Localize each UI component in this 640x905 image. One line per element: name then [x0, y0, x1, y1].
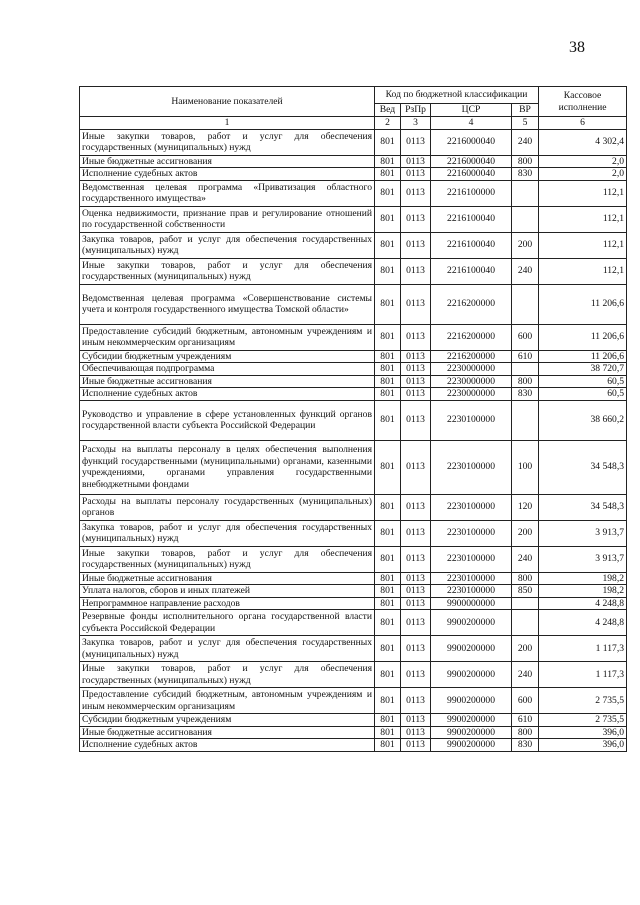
row-sum: 396,0 [539, 726, 627, 739]
header-index: 5 [512, 117, 539, 130]
row-vr: 830 [512, 388, 539, 401]
row-sum: 2 735,5 [539, 714, 627, 727]
row-sum: 112,1 [539, 206, 627, 232]
table-row [80, 350, 627, 363]
row-rzpr: 0113 [401, 168, 431, 181]
row-csr: 2230100000 [431, 546, 512, 572]
row-vr [512, 400, 539, 440]
row-csr: 9900200000 [431, 636, 512, 662]
row-rzpr: 0113 [401, 572, 431, 585]
row-ved: 801 [375, 206, 401, 232]
table-row [80, 440, 627, 494]
row-ved: 801 [375, 494, 401, 520]
row-csr: 9900200000 [431, 739, 512, 752]
row-rzpr: 0113 [401, 284, 431, 324]
header-rzpr: РзПр [401, 104, 431, 117]
row-vr: 240 [512, 258, 539, 284]
row-ved: 801 [375, 363, 401, 376]
table-body [80, 129, 627, 751]
row-ved: 801 [375, 400, 401, 440]
row-name: Иные закупки товаров, работ и услуг для обеспечения государственных (муниципальных) нужд [80, 129, 375, 155]
row-name: Руководство и управление в сфере установленных функций органов государственной власти субъекта Российской Федерации [80, 400, 375, 440]
row-name: Закупка товаров, работ и услуг для обеспечения государственных (муниципальных) нужд [80, 636, 375, 662]
row-csr: 2216100040 [431, 206, 512, 232]
table-row [80, 597, 627, 610]
row-csr: 2230100000 [431, 572, 512, 585]
table-row [80, 572, 627, 585]
row-vr: 120 [512, 494, 539, 520]
row-vr [512, 180, 539, 206]
row-rzpr: 0113 [401, 714, 431, 727]
row-rzpr: 0113 [401, 662, 431, 688]
row-csr: 2216000040 [431, 155, 512, 168]
row-rzpr: 0113 [401, 726, 431, 739]
row-csr: 2230000000 [431, 388, 512, 401]
row-ved: 801 [375, 388, 401, 401]
row-ved: 801 [375, 688, 401, 714]
row-name: Ведомственная целевая программа «Совершенствование системы учета и контроля государственного имущества Томской области» [80, 284, 375, 324]
row-sum: 198,2 [539, 572, 627, 585]
row-csr: 2230000000 [431, 363, 512, 376]
table-row [80, 714, 627, 727]
table-row [80, 546, 627, 572]
header-cash: Кассовое исполнение [539, 87, 627, 117]
row-name: Закупка товаров, работ и услуг для обеспечения государственных (муниципальных) нужд [80, 520, 375, 546]
row-sum: 60,5 [539, 388, 627, 401]
row-name: Уплата налогов, сборов и иных платежей [80, 585, 375, 598]
header-ved: Вед [375, 104, 401, 117]
row-sum: 1 117,3 [539, 662, 627, 688]
budget-table [79, 86, 627, 752]
row-name: Предоставление субсидий бюджетным, автономным учреждениям и иным некоммерческим организациям [80, 324, 375, 350]
row-vr: 610 [512, 714, 539, 727]
table-row [80, 284, 627, 324]
row-ved: 801 [375, 546, 401, 572]
row-vr: 800 [512, 572, 539, 585]
row-sum: 198,2 [539, 585, 627, 598]
row-sum: 60,5 [539, 375, 627, 388]
row-csr: 2230000000 [431, 375, 512, 388]
row-sum: 1 117,3 [539, 636, 627, 662]
row-sum: 112,1 [539, 180, 627, 206]
page-number: 38 [569, 39, 585, 56]
row-name: Резервные фонды исполнительного органа государственной власти субъекта Российской Федерации [80, 610, 375, 636]
row-vr: 850 [512, 585, 539, 598]
row-sum: 4 302,4 [539, 129, 627, 155]
row-sum: 2,0 [539, 155, 627, 168]
table-row [80, 636, 627, 662]
header-index: 6 [539, 117, 627, 130]
table-row [80, 258, 627, 284]
row-csr: 2216200000 [431, 350, 512, 363]
table-row [80, 363, 627, 376]
row-vr: 600 [512, 324, 539, 350]
row-ved: 801 [375, 324, 401, 350]
row-csr: 2216200000 [431, 284, 512, 324]
row-vr: 240 [512, 546, 539, 572]
row-name: Иные закупки товаров, работ и услуг для обеспечения государственных (муниципальных) нужд [80, 546, 375, 572]
row-sum: 11 206,6 [539, 350, 627, 363]
row-rzpr: 0113 [401, 585, 431, 598]
table-row [80, 155, 627, 168]
row-csr: 2216100000 [431, 180, 512, 206]
row-vr: 240 [512, 662, 539, 688]
row-name: Иные бюджетные ассигнования [80, 572, 375, 585]
row-ved: 801 [375, 155, 401, 168]
row-sum: 11 206,6 [539, 324, 627, 350]
row-ved: 801 [375, 258, 401, 284]
row-vr [512, 597, 539, 610]
table-row [80, 232, 627, 258]
table-row [80, 168, 627, 181]
row-sum: 112,1 [539, 258, 627, 284]
row-sum: 4 248,8 [539, 610, 627, 636]
row-vr: 240 [512, 129, 539, 155]
row-name: Расходы на выплаты персоналу государственных (муниципальных) органов [80, 494, 375, 520]
row-rzpr: 0113 [401, 258, 431, 284]
row-csr: 2230100000 [431, 520, 512, 546]
row-rzpr: 0113 [401, 546, 431, 572]
row-rzpr: 0113 [401, 400, 431, 440]
row-sum: 3 913,7 [539, 546, 627, 572]
row-vr: 200 [512, 232, 539, 258]
row-vr: 800 [512, 375, 539, 388]
row-name: Исполнение судебных актов [80, 388, 375, 401]
row-ved: 801 [375, 129, 401, 155]
table-row [80, 688, 627, 714]
row-name: Иные бюджетные ассигнования [80, 726, 375, 739]
row-rzpr: 0113 [401, 324, 431, 350]
row-vr [512, 363, 539, 376]
table-row [80, 520, 627, 546]
row-ved: 801 [375, 440, 401, 494]
row-ved: 801 [375, 585, 401, 598]
row-csr: 2216200000 [431, 324, 512, 350]
row-name: Иные бюджетные ассигнования [80, 375, 375, 388]
row-sum: 11 206,6 [539, 284, 627, 324]
row-csr: 2230100000 [431, 440, 512, 494]
table-row [80, 180, 627, 206]
row-csr: 9900200000 [431, 688, 512, 714]
header-vr: ВР [512, 104, 539, 117]
row-csr: 2216000040 [431, 129, 512, 155]
row-rzpr: 0113 [401, 129, 431, 155]
row-rzpr: 0113 [401, 180, 431, 206]
table-row [80, 494, 627, 520]
row-csr: 2230100000 [431, 400, 512, 440]
row-vr [512, 610, 539, 636]
row-ved: 801 [375, 610, 401, 636]
row-ved: 801 [375, 739, 401, 752]
row-sum: 4 248,8 [539, 597, 627, 610]
row-ved: 801 [375, 180, 401, 206]
row-ved: 801 [375, 284, 401, 324]
row-sum: 34 548,3 [539, 494, 627, 520]
row-csr: 9900200000 [431, 714, 512, 727]
row-csr: 9900200000 [431, 662, 512, 688]
row-sum: 38 660,2 [539, 400, 627, 440]
row-rzpr: 0113 [401, 494, 431, 520]
row-csr: 2216000040 [431, 168, 512, 181]
row-sum: 34 548,3 [539, 440, 627, 494]
row-sum: 396,0 [539, 739, 627, 752]
table-row [80, 375, 627, 388]
row-vr: 610 [512, 350, 539, 363]
row-name: Предоставление субсидий бюджетным, автономным учреждениям и иным некоммерческим организациям [80, 688, 375, 714]
row-name: Обеспечивающая подпрограмма [80, 363, 375, 376]
row-name: Исполнение судебных актов [80, 168, 375, 181]
header-name: Наименование показателей [80, 87, 375, 117]
table-row [80, 206, 627, 232]
row-vr: 830 [512, 168, 539, 181]
row-vr [512, 284, 539, 324]
row-sum: 38 720,7 [539, 363, 627, 376]
row-name: Расходы на выплаты персоналу в целях обеспечения выполнения функций государственными (муниципальными) органами, казенными учреждениями, органами управления государственными внебюджетными фондами [80, 440, 375, 494]
row-csr: 2216100040 [431, 232, 512, 258]
row-rzpr: 0113 [401, 520, 431, 546]
row-csr: 2216100040 [431, 258, 512, 284]
row-name: Оценка недвижимости, признание прав и регулирование отношений по государственной собственности [80, 206, 375, 232]
table-row [80, 610, 627, 636]
row-rzpr: 0113 [401, 610, 431, 636]
row-sum: 2,0 [539, 168, 627, 181]
row-ved: 801 [375, 520, 401, 546]
row-vr: 830 [512, 739, 539, 752]
row-name: Иные бюджетные ассигнования [80, 155, 375, 168]
header-index: 1 [80, 117, 375, 130]
row-ved: 801 [375, 168, 401, 181]
row-sum: 2 735,5 [539, 688, 627, 714]
row-csr: 9900000000 [431, 597, 512, 610]
header-code-group: Код по бюджетной классификации [375, 87, 539, 104]
header-index: 2 [375, 117, 401, 130]
row-vr: 800 [512, 155, 539, 168]
row-csr: 2230100000 [431, 585, 512, 598]
row-vr: 200 [512, 636, 539, 662]
row-rzpr: 0113 [401, 597, 431, 610]
row-vr [512, 206, 539, 232]
row-ved: 801 [375, 232, 401, 258]
row-ved: 801 [375, 662, 401, 688]
row-csr: 2230100000 [431, 494, 512, 520]
row-name: Субсидии бюджетным учреждениям [80, 714, 375, 727]
row-rzpr: 0113 [401, 206, 431, 232]
row-name: Субсидии бюджетным учреждениям [80, 350, 375, 363]
header-csr: ЦСР [431, 104, 512, 117]
row-name: Ведомственная целевая программа «Приватизация областного государственного имущества» [80, 180, 375, 206]
row-ved: 801 [375, 726, 401, 739]
row-rzpr: 0113 [401, 375, 431, 388]
row-name: Непрограммное направление расходов [80, 597, 375, 610]
header-index: 3 [401, 117, 431, 130]
table-row [80, 400, 627, 440]
row-name: Закупка товаров, работ и услуг для обеспечения государственных (муниципальных) нужд [80, 232, 375, 258]
table-row [80, 129, 627, 155]
table-row [80, 739, 627, 752]
row-name: Исполнение судебных актов [80, 739, 375, 752]
table-row [80, 726, 627, 739]
row-sum: 3 913,7 [539, 520, 627, 546]
row-ved: 801 [375, 572, 401, 585]
table-row [80, 662, 627, 688]
row-name: Иные закупки товаров, работ и услуг для обеспечения государственных (муниципальных) нужд [80, 258, 375, 284]
row-rzpr: 0113 [401, 232, 431, 258]
row-ved: 801 [375, 597, 401, 610]
row-ved: 801 [375, 636, 401, 662]
row-ved: 801 [375, 350, 401, 363]
row-rzpr: 0113 [401, 350, 431, 363]
row-rzpr: 0113 [401, 363, 431, 376]
header-index: 4 [431, 117, 512, 130]
row-vr: 600 [512, 688, 539, 714]
row-rzpr: 0113 [401, 688, 431, 714]
row-rzpr: 0113 [401, 155, 431, 168]
row-csr: 9900200000 [431, 726, 512, 739]
row-vr: 100 [512, 440, 539, 494]
row-ved: 801 [375, 375, 401, 388]
row-sum: 112,1 [539, 232, 627, 258]
row-rzpr: 0113 [401, 388, 431, 401]
row-vr: 800 [512, 726, 539, 739]
table-row [80, 585, 627, 598]
row-vr: 200 [512, 520, 539, 546]
row-csr: 9900200000 [431, 610, 512, 636]
row-name: Иные закупки товаров, работ и услуг для обеспечения государственных (муниципальных) нужд [80, 662, 375, 688]
row-rzpr: 0113 [401, 636, 431, 662]
row-rzpr: 0113 [401, 440, 431, 494]
table-row [80, 324, 627, 350]
table-row [80, 388, 627, 401]
row-ved: 801 [375, 714, 401, 727]
row-rzpr: 0113 [401, 739, 431, 752]
